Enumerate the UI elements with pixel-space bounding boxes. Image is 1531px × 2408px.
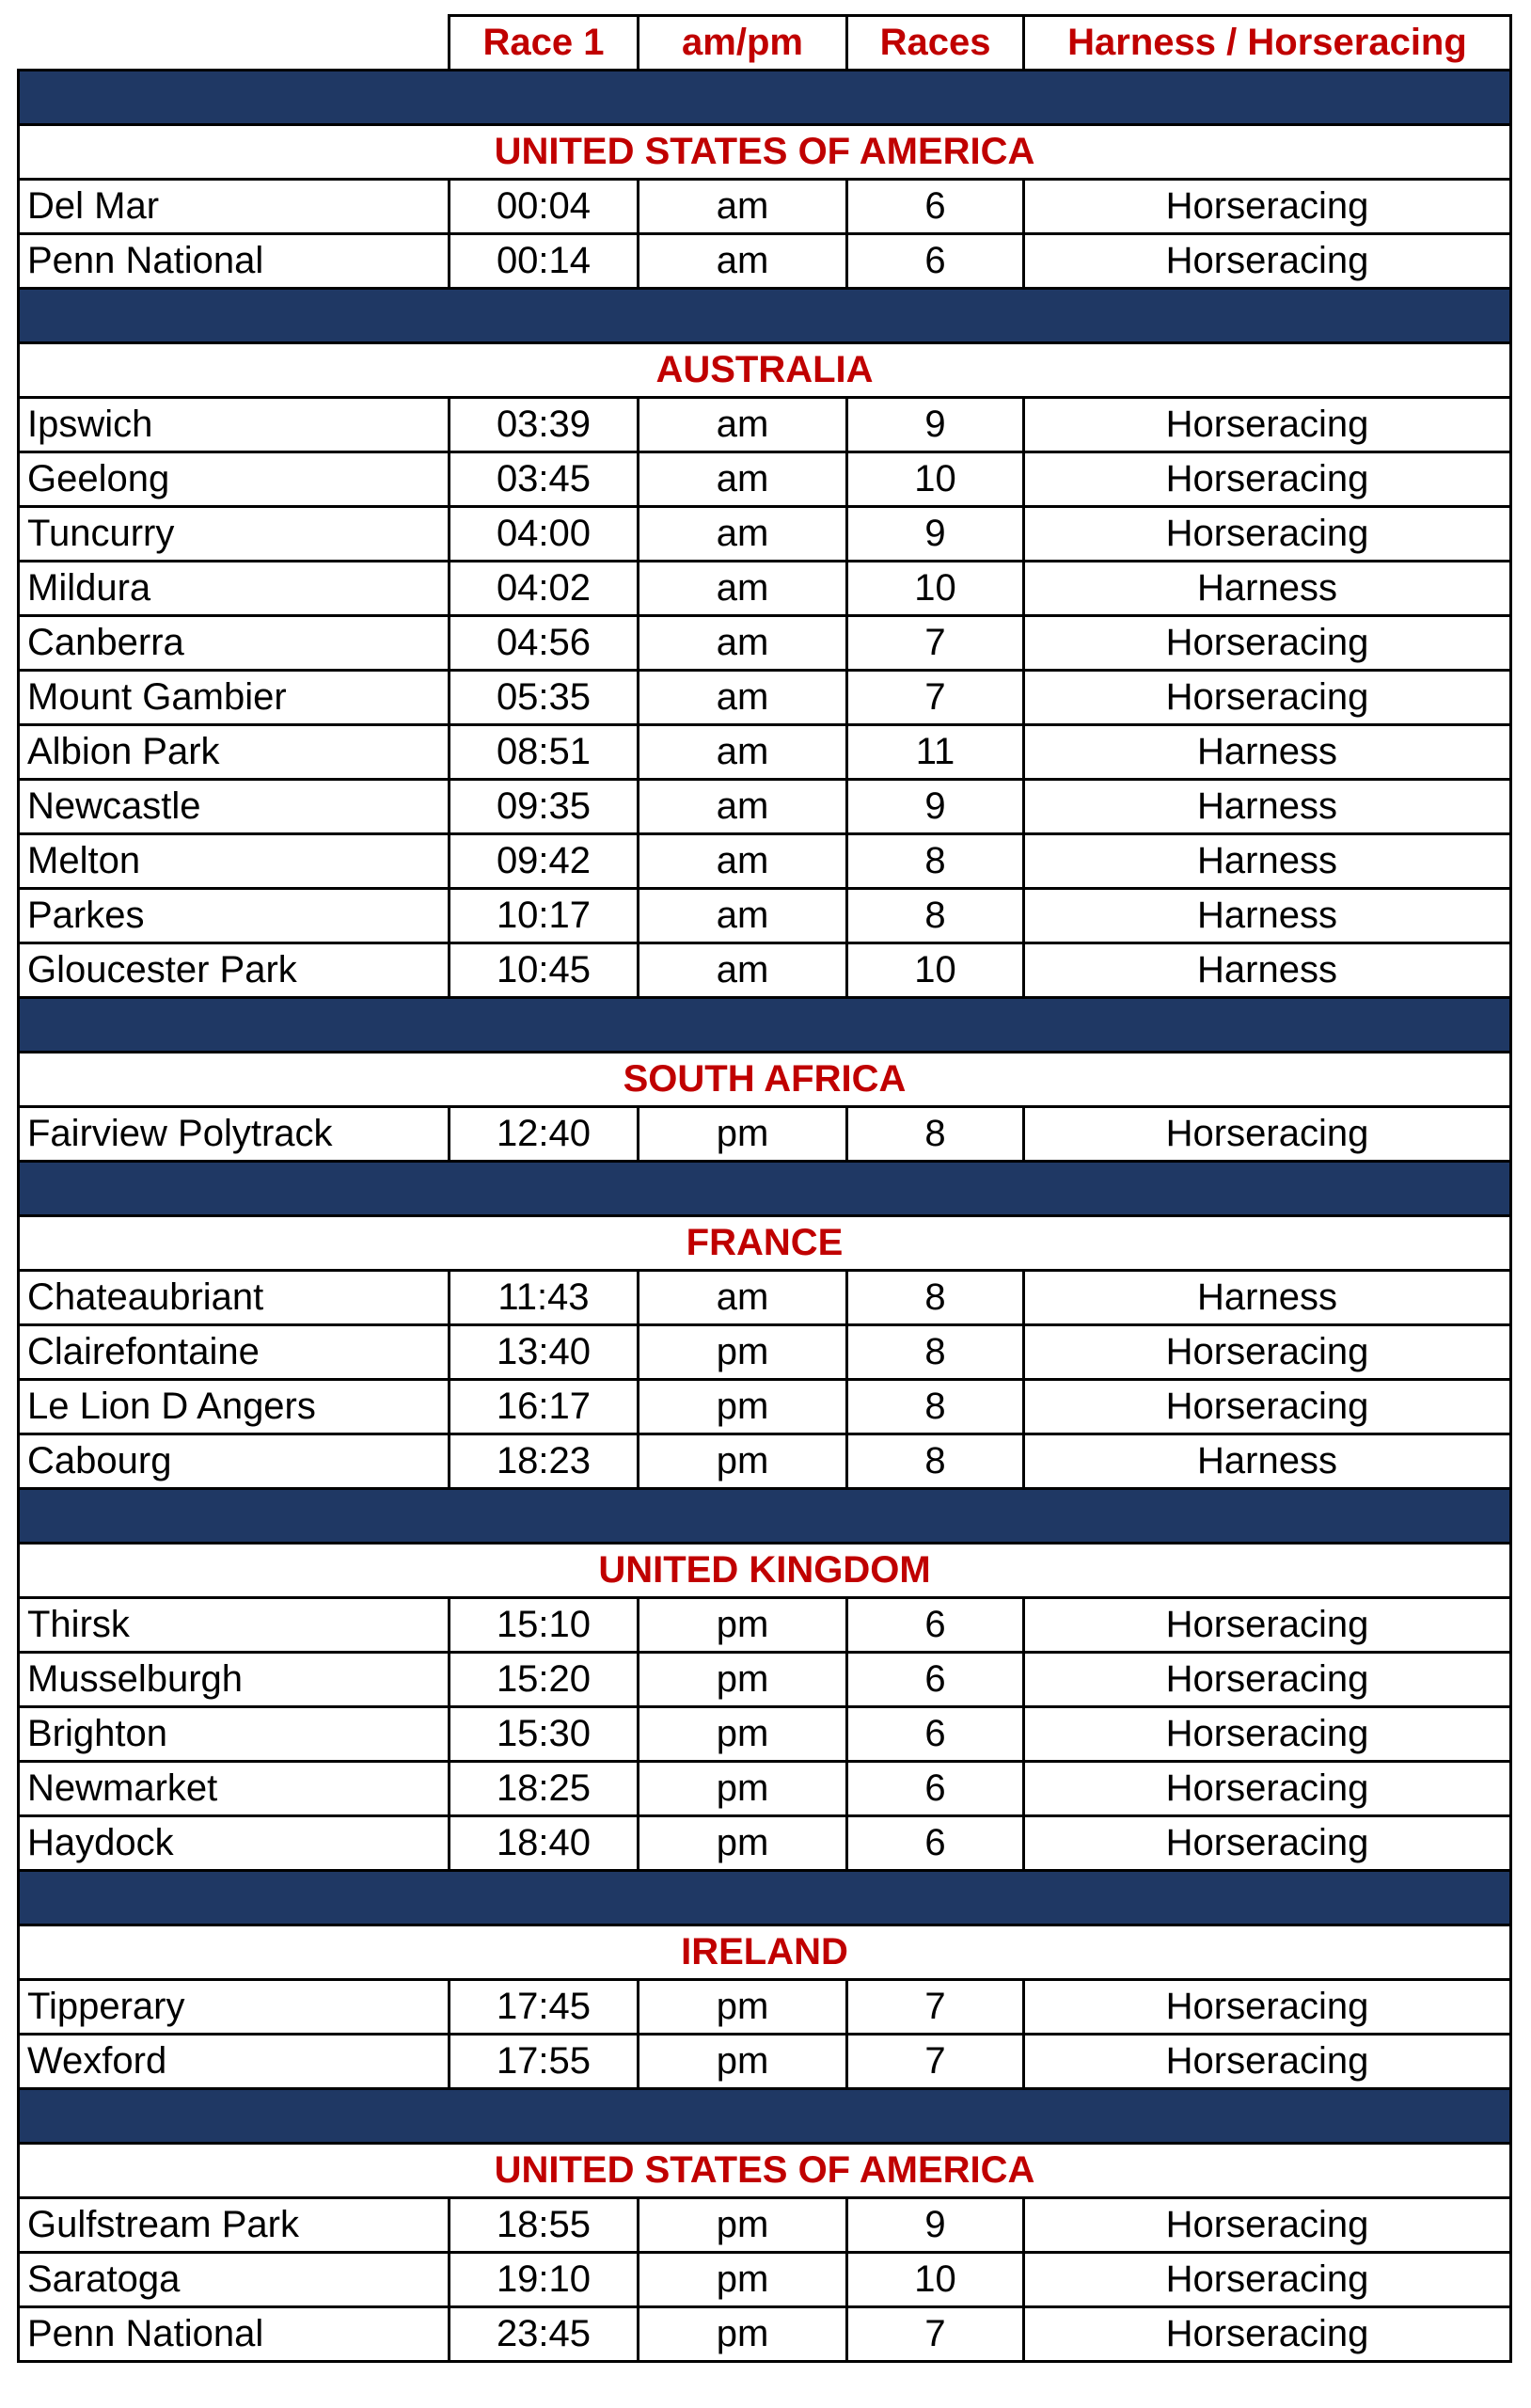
races-count-cell: 8 [845, 1323, 1022, 1378]
header-blank-cell [17, 14, 448, 69]
table-row [17, 669, 1512, 723]
race-type-cell: Harness [1022, 942, 1512, 996]
ampm-cell: pm [637, 1105, 845, 1160]
ampm-cell: pm [637, 1596, 845, 1651]
header-ampm: am/pm [637, 14, 845, 69]
header-race1: Race 1 [448, 14, 637, 69]
race-type-cell: Horseracing [1022, 1323, 1512, 1378]
section-divider-band [17, 996, 1512, 1051]
race1-time-cell: 15:30 [448, 1705, 637, 1760]
race1-time-cell: 09:35 [448, 778, 637, 832]
race-type-cell: Harness [1022, 778, 1512, 832]
table-row [17, 614, 1512, 669]
ampm-cell: am [637, 778, 845, 832]
race-type-cell: Horseracing [1022, 2251, 1512, 2305]
race1-time-cell: 17:45 [448, 1978, 637, 2033]
race-type-cell: Horseracing [1022, 1105, 1512, 1160]
race-type-cell: Horseracing [1022, 2305, 1512, 2360]
country-heading: AUSTRALIA [17, 341, 1512, 396]
race1-time-cell: 15:20 [448, 1651, 637, 1705]
venue-cell: Parkes [17, 887, 448, 942]
venue-cell: Mildura [17, 560, 448, 614]
race1-time-cell: 05:35 [448, 669, 637, 723]
race1-time-cell: 18:40 [448, 1814, 637, 1869]
ampm-cell: pm [637, 1433, 845, 1487]
race1-time-cell: 03:45 [448, 451, 637, 505]
race1-time-cell: 09:42 [448, 832, 637, 887]
race1-time-cell: 10:45 [448, 942, 637, 996]
venue-cell: Fairview Polytrack [17, 1105, 448, 1160]
races-count-cell: 8 [845, 1105, 1022, 1160]
race1-time-cell: 12:40 [448, 1105, 637, 1160]
ampm-cell: pm [637, 2196, 845, 2251]
venue-cell: Gulfstream Park [17, 2196, 448, 2251]
section-divider-band [17, 1869, 1512, 1924]
race-type-cell: Horseracing [1022, 1378, 1512, 1433]
race-type-cell: Horseracing [1022, 1596, 1512, 1651]
table-row [17, 2196, 1512, 2251]
ampm-cell: am [637, 1269, 845, 1323]
race1-time-cell: 03:39 [448, 396, 637, 451]
table-row [17, 1323, 1512, 1378]
race1-time-cell: 11:43 [448, 1269, 637, 1323]
country-heading: FRANCE [17, 1214, 1512, 1269]
ampm-cell: am [637, 232, 845, 287]
venue-cell: Haydock [17, 1814, 448, 1869]
venue-cell: Musselburgh [17, 1651, 448, 1705]
table-row [17, 942, 1512, 996]
country-heading: SOUTH AFRICA [17, 1051, 1512, 1105]
venue-cell: Penn National [17, 232, 448, 287]
table-row [17, 1978, 1512, 2033]
venue-cell: Cabourg [17, 1433, 448, 1487]
venue-cell: Albion Park [17, 723, 448, 778]
header-races: Races [845, 14, 1022, 69]
race-type-cell: Horseracing [1022, 505, 1512, 560]
ampm-cell: am [637, 942, 845, 996]
race-type-cell: Horseracing [1022, 1814, 1512, 1869]
venue-cell: Penn National [17, 2305, 448, 2360]
table-row [17, 1596, 1512, 1651]
venue-cell: Tuncurry [17, 505, 448, 560]
table-row [17, 560, 1512, 614]
race1-time-cell: 18:55 [448, 2196, 637, 2251]
race-type-cell: Horseracing [1022, 2196, 1512, 2251]
header-row [17, 14, 1512, 69]
table-row [17, 1814, 1512, 1869]
races-count-cell: 7 [845, 669, 1022, 723]
ampm-cell: pm [637, 1978, 845, 2033]
ampm-cell: pm [637, 1705, 845, 1760]
venue-cell: Le Lion D Angers [17, 1378, 448, 1433]
race1-time-cell: 04:02 [448, 560, 637, 614]
races-count-cell: 10 [845, 451, 1022, 505]
country-heading: UNITED STATES OF AMERICA [17, 123, 1512, 178]
races-count-cell: 9 [845, 778, 1022, 832]
table-row [17, 178, 1512, 232]
races-count-cell: 7 [845, 1978, 1022, 2033]
race-type-cell: Harness [1022, 1433, 1512, 1487]
races-count-cell: 8 [845, 1269, 1022, 1323]
race-type-cell: Horseracing [1022, 396, 1512, 451]
ampm-cell: pm [637, 1760, 845, 1814]
races-count-cell: 6 [845, 178, 1022, 232]
races-count-cell: 7 [845, 2033, 1022, 2087]
ampm-cell: am [637, 669, 845, 723]
ampm-cell: am [637, 505, 845, 560]
venue-cell: Del Mar [17, 178, 448, 232]
table-row [17, 778, 1512, 832]
table-row [17, 887, 1512, 942]
ampm-cell: am [637, 723, 845, 778]
races-count-cell: 9 [845, 2196, 1022, 2251]
table-row [17, 1705, 1512, 1760]
race1-time-cell: 18:23 [448, 1433, 637, 1487]
races-count-cell: 6 [845, 1760, 1022, 1814]
races-count-cell: 6 [845, 232, 1022, 287]
races-count-cell: 6 [845, 1596, 1022, 1651]
race-type-cell: Horseracing [1022, 178, 1512, 232]
table-row [17, 451, 1512, 505]
races-count-cell: 8 [845, 1378, 1022, 1433]
ampm-cell: pm [637, 1814, 845, 1869]
race-type-cell: Horseracing [1022, 1760, 1512, 1814]
race-type-cell: Harness [1022, 560, 1512, 614]
ampm-cell: am [637, 396, 845, 451]
race1-time-cell: 04:00 [448, 505, 637, 560]
ampm-cell: pm [637, 2305, 845, 2360]
table-row [17, 1105, 1512, 1160]
country-heading: UNITED STATES OF AMERICA [17, 2142, 1512, 2196]
ampm-cell: am [637, 178, 845, 232]
race1-time-cell: 00:04 [448, 178, 637, 232]
races-count-cell: 10 [845, 942, 1022, 996]
ampm-cell: pm [637, 1378, 845, 1433]
race1-time-cell: 04:56 [448, 614, 637, 669]
section-divider-band [17, 1487, 1512, 1542]
venue-cell: Thirsk [17, 1596, 448, 1651]
venue-cell: Brighton [17, 1705, 448, 1760]
ampm-cell: am [637, 887, 845, 942]
races-count-cell: 8 [845, 887, 1022, 942]
race-type-cell: Horseracing [1022, 614, 1512, 669]
races-count-cell: 6 [845, 1651, 1022, 1705]
races-count-cell: 9 [845, 396, 1022, 451]
venue-cell: Saratoga [17, 2251, 448, 2305]
country-heading: IRELAND [17, 1924, 1512, 1978]
table-row [17, 2033, 1512, 2087]
table-body [17, 69, 1512, 2360]
races-count-cell: 6 [845, 1814, 1022, 1869]
venue-cell: Chateaubriant [17, 1269, 448, 1323]
race1-time-cell: 15:10 [448, 1596, 637, 1651]
race-type-cell: Harness [1022, 887, 1512, 942]
race-type-cell: Horseracing [1022, 1978, 1512, 2033]
table-row [17, 1760, 1512, 1814]
races-count-cell: 7 [845, 2305, 1022, 2360]
table-row [17, 2305, 1512, 2360]
venue-cell: Newcastle [17, 778, 448, 832]
venue-cell: Geelong [17, 451, 448, 505]
venue-cell: Newmarket [17, 1760, 448, 1814]
table-row [17, 1378, 1512, 1433]
races-count-cell: 10 [845, 2251, 1022, 2305]
venue-cell: Ipswich [17, 396, 448, 451]
ampm-cell: am [637, 832, 845, 887]
ampm-cell: pm [637, 2251, 845, 2305]
race-type-cell: Harness [1022, 832, 1512, 887]
table-row [17, 396, 1512, 451]
table-row [17, 1433, 1512, 1487]
race1-time-cell: 18:25 [448, 1760, 637, 1814]
race1-time-cell: 19:10 [448, 2251, 637, 2305]
race1-time-cell: 17:55 [448, 2033, 637, 2087]
table-row [17, 832, 1512, 887]
table-bottom-border [17, 2360, 1512, 2363]
venue-cell: Tipperary [17, 1978, 448, 2033]
race-schedule-table [17, 14, 1512, 2363]
race1-time-cell: 16:17 [448, 1378, 637, 1433]
venue-cell: Canberra [17, 614, 448, 669]
table-row [17, 232, 1512, 287]
ampm-cell: am [637, 451, 845, 505]
section-divider-band [17, 1160, 1512, 1214]
table-row [17, 1651, 1512, 1705]
races-count-cell: 6 [845, 1705, 1022, 1760]
race1-time-cell: 10:17 [448, 887, 637, 942]
race-type-cell: Horseracing [1022, 2033, 1512, 2087]
race1-time-cell: 00:14 [448, 232, 637, 287]
race-type-cell: Harness [1022, 1269, 1512, 1323]
race1-time-cell: 13:40 [448, 1323, 637, 1378]
table-row [17, 2251, 1512, 2305]
table-row [17, 1269, 1512, 1323]
races-count-cell: 7 [845, 614, 1022, 669]
venue-cell: Melton [17, 832, 448, 887]
venue-cell: Mount Gambier [17, 669, 448, 723]
ampm-cell: pm [637, 2033, 845, 2087]
race-type-cell: Horseracing [1022, 1705, 1512, 1760]
races-count-cell: 10 [845, 560, 1022, 614]
race-type-cell: Horseracing [1022, 1651, 1512, 1705]
table-row [17, 505, 1512, 560]
section-divider-band [17, 287, 1512, 341]
ampm-cell: pm [637, 1323, 845, 1378]
races-count-cell: 8 [845, 832, 1022, 887]
country-heading: UNITED KINGDOM [17, 1542, 1512, 1596]
header-type: Harness / Horseracing [1022, 14, 1512, 69]
races-count-cell: 9 [845, 505, 1022, 560]
section-divider-band [17, 2087, 1512, 2142]
races-count-cell: 11 [845, 723, 1022, 778]
race-type-cell: Horseracing [1022, 451, 1512, 505]
ampm-cell: am [637, 614, 845, 669]
race-type-cell: Horseracing [1022, 232, 1512, 287]
ampm-cell: pm [637, 1651, 845, 1705]
race1-time-cell: 08:51 [448, 723, 637, 778]
race1-time-cell: 23:45 [448, 2305, 637, 2360]
venue-cell: Wexford [17, 2033, 448, 2087]
ampm-cell: am [637, 560, 845, 614]
section-divider-band [17, 69, 1512, 123]
race-type-cell: Horseracing [1022, 669, 1512, 723]
table-row [17, 723, 1512, 778]
venue-cell: Clairefontaine [17, 1323, 448, 1378]
race-type-cell: Harness [1022, 723, 1512, 778]
races-count-cell: 8 [845, 1433, 1022, 1487]
venue-cell: Gloucester Park [17, 942, 448, 996]
